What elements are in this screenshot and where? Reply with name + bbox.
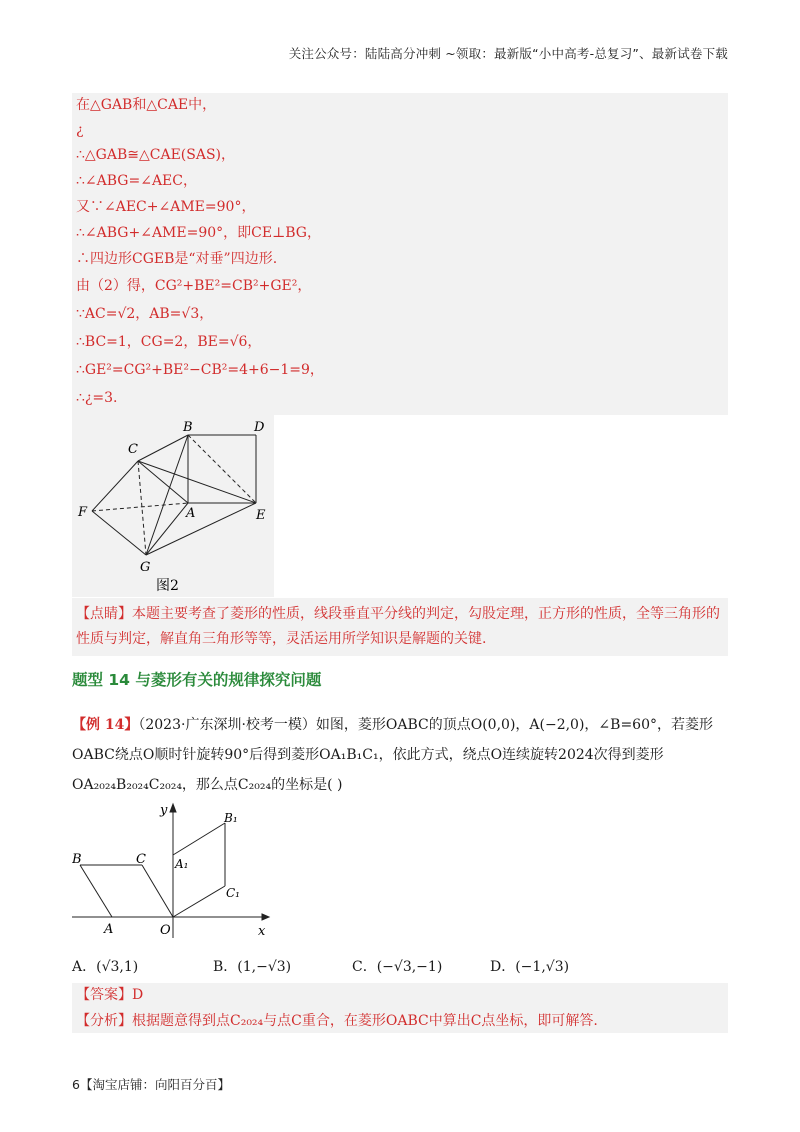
problem-line-2: OABC绕点O顺时针旋转90°后得到菱形OA₁B₁C₁，依此方式，绕点O连续旋转2024次得到菱形 [72, 747, 664, 763]
page-footer: 6【淘宝店铺：向阳百分百】 [72, 1077, 230, 1092]
label-c: C [136, 852, 146, 867]
answer-text: 【答案】D [76, 987, 144, 1003]
rhombus-figure [72, 800, 277, 940]
analysis-text: 【分析】根据题意得到点C₂₀₂₄与点C重合，在菱形OABC中算出C点坐标，即可解答. [76, 1013, 598, 1029]
label-e: E [256, 508, 266, 523]
solution-line: 又∵∠AEC+∠AME=90°， [76, 199, 256, 215]
label-b: B [72, 852, 82, 867]
solution-line: ∴BC=1，CG=2，BE=√6， [76, 334, 262, 350]
origin-label: O [160, 923, 171, 938]
label-c: C [128, 442, 138, 457]
axis-x-label: x [258, 924, 266, 939]
label-g: G [140, 560, 151, 575]
problem-line-1 [72, 714, 713, 736]
label-a: A [104, 922, 114, 937]
example-tag: 【例 14】 [72, 717, 139, 733]
answer-block [72, 983, 728, 1033]
rhombus-figure-svg [72, 800, 277, 940]
solution-line: ∴¿=3. [76, 390, 118, 406]
option-a[interactable]: A．(√3,1) [72, 959, 139, 975]
label-b: B [183, 420, 193, 435]
option-c[interactable]: C．(−√3,−1) [352, 959, 443, 975]
geometry-figure-2 [72, 415, 274, 597]
note-line: 【点睛】本题主要考查了菱形的性质，线段垂直平分线的判定，勾股定理，正方形的性质，全等三角形的 [76, 606, 720, 622]
solution-line: ∴△GAB≅△CAE(SAS)， [76, 147, 236, 163]
label-b1: B₁ [224, 811, 238, 825]
solution-line: 在△GAB和△CAE中， [76, 97, 217, 113]
solution-line: ∴四边形CGEB是“对垂”四边形. [76, 251, 278, 267]
solution-line: ¿ [76, 122, 84, 138]
problem-text: （2023·广东深圳·校考一模）如图，菱形OABC的顶点O(0,0)，A(−2,0)，∠B=60°，若菱形 [138, 717, 713, 733]
label-f: F [78, 505, 88, 520]
key-point-note [72, 598, 728, 656]
label-c1: C₁ [226, 886, 240, 900]
solution-line: ∵AC=√2，AB=√3， [76, 306, 214, 322]
option-b[interactable]: B．(1,−√3) [213, 959, 292, 975]
note-line: 性质与判定，解直角三角形等等，灵活运用所学知识是解题的关键. [76, 631, 487, 647]
solution-line: ∴∠ABG+∠AME=90°，即CE⊥BG， [76, 225, 321, 241]
solution-line: ∴GE²=CG²+BE²−CB²=4+6−1=9， [76, 362, 324, 378]
problem-line-3: OA₂₀₂₄B₂₀₂₄C₂₀₂₄，那么点C₂₀₂₄的坐标是( ) [72, 777, 343, 793]
figure-caption: 图2 [156, 578, 179, 594]
solution-block [72, 93, 728, 415]
page-header: 关注公众号：陆陆高分冲刺 ~领取：最新版“小中高考-总复习”、最新试卷下载 [288, 46, 728, 61]
axis-y-label: y [160, 803, 168, 818]
option-d[interactable]: D．(−1,√3) [490, 959, 570, 975]
solution-line: 由（2）得，CG²+BE²=CB²+GE²， [76, 278, 312, 294]
geometry-figure-2-svg [72, 415, 274, 597]
label-d: D [254, 420, 265, 435]
label-a1: A₁ [175, 857, 189, 871]
section-title: 题型 14 与菱形有关的规律探究问题 [72, 671, 322, 689]
solution-line: ∴∠ABG=∠AEC， [76, 173, 197, 189]
label-a: A [186, 506, 196, 521]
